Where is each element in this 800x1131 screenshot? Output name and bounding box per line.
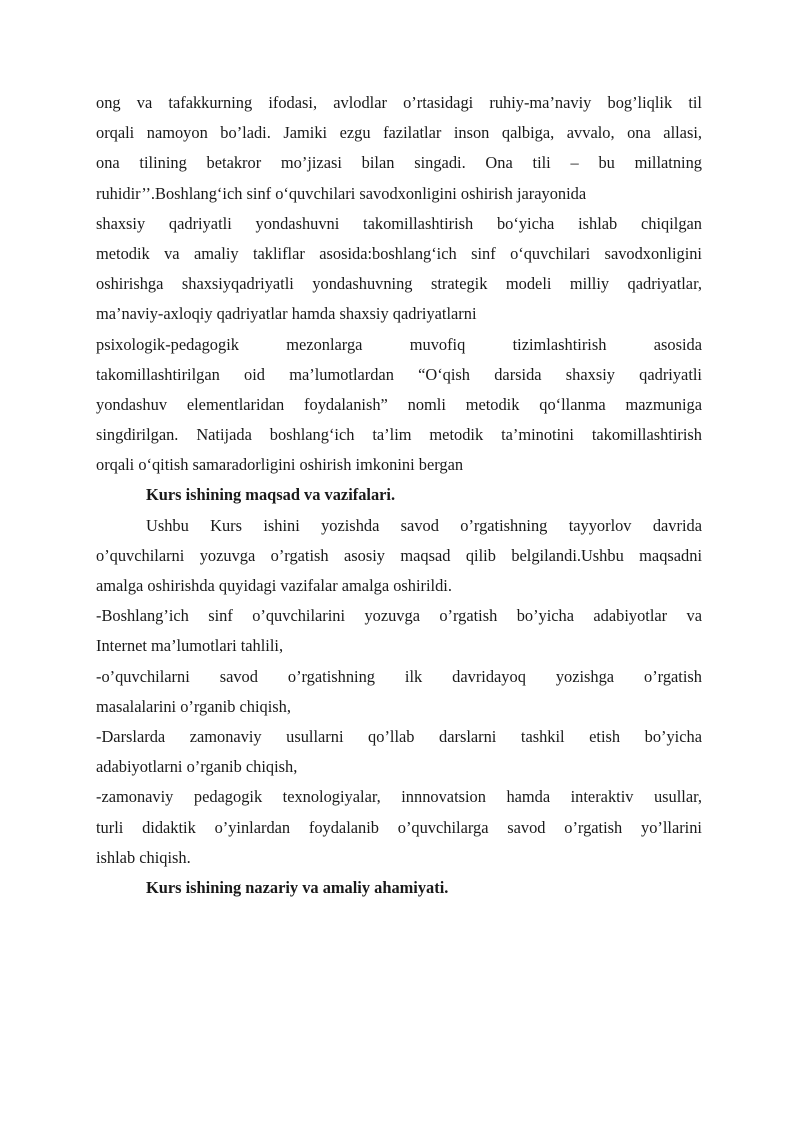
section-heading: Kurs ishining maqsad va vazifalari. [146,485,396,505]
paragraph-line: -Boshlang’ich sinf o’quvchilarini yozuvga o’rgatish bo’yicha adabiyotlar va [96,606,702,626]
paragraph-line: ona tilining betakror mo’jizasi bilan singadi. Ona tili – bu millatning [96,153,702,173]
paragraph-line: metodik va amaliy takliflar asosida:boshlang‘ich sinf o‘quvchilari savodxonligini [96,243,702,263]
paragraph-line: -Darslarda zamonaviy usullarni qo’llab darslarni tashkil etish bo’yicha [96,726,702,746]
paragraph-line: ishlab chiqish. [96,847,191,867]
document-page [96,88,702,903]
paragraph-line: shaxsiy qadriyatli yondashuvni takomillashtirish bo‘yicha ishlab chiqilgan [96,213,702,233]
paragraph-line: singdirilgan. Natijada boshlang‘ich ta’lim metodik ta’minotini takomillashtirish [96,425,702,445]
paragraph-line: yondashuv elementlaridan foydalanish” nomli metodik qo‘llanma mazmuniga [96,394,702,414]
paragraph-line: takomillashtirilgan oid ma’lumotlardan “O‘qish darsida shaxsiy qadriyatli [96,364,702,384]
paragraph-line: oshirishga shaxsiyqadriyatli yondashuvning strategik modeli milliy qadriyatlar, [96,274,702,294]
paragraph-line: orqali o‘qitish samaradorligini oshirish imkonini bergan [96,455,464,475]
paragraph-line: adabiyotlarni o’rganib chiqish, [96,757,298,777]
paragraph-line: ruhidir’’.Boshlang‘ich sinf o‘quvchilari savodxonligini oshirish jarayonida [96,183,587,203]
section-heading: Kurs ishining nazariy va amaliy ahamiyati. [146,877,449,897]
paragraph-line: psixologik-pedagogik mezonlarga muvofiq tizimlashtirish asosida [96,334,702,354]
paragraph-line: ma’naviy-axloqiy qadriyatlar hamda shaxsiy qadriyatlarni [96,304,477,324]
paragraph-line: masalalarini o’rganib chiqish, [96,696,291,716]
paragraph-line: -o’quvchilarni savod o’rgatishning ilk davridayoq yozishga o’rgatish [96,666,702,686]
paragraph-line: o’quvchilarni yozuvga o’rgatish asosiy maqsad qilib belgilandi.Ushbu maqsadni [96,545,702,565]
paragraph-line: ong va tafakkurning ifodasi, avlodlar o’rtasidagi ruhiy-ma’naviy bog’liqlik til [96,93,702,112]
paragraph-line: amalga oshirishda quyidagi vazifalar amalga oshirildi. [96,576,452,595]
paragraph-line: Internet ma’lumotlari tahlili, [96,636,284,656]
paragraph-line: Ushbu Kurs ishini yozishda savod o’rgatishning tayyorlov davrida [146,515,702,535]
paragraph-line: turli didaktik o’yinlardan foydalanib o’quvchilarga savod o’rgatish yo’llarini [96,817,702,837]
paragraph-line: orqali namoyon bo’ladi. Jamiki ezgu fazilatlar inson qalbiga, avvalo, ona allasi, [96,123,702,143]
paragraph-line: -zamonaviy pedagogik texnologiyalar, innnovatsion hamda interaktiv usullar, [96,787,702,807]
